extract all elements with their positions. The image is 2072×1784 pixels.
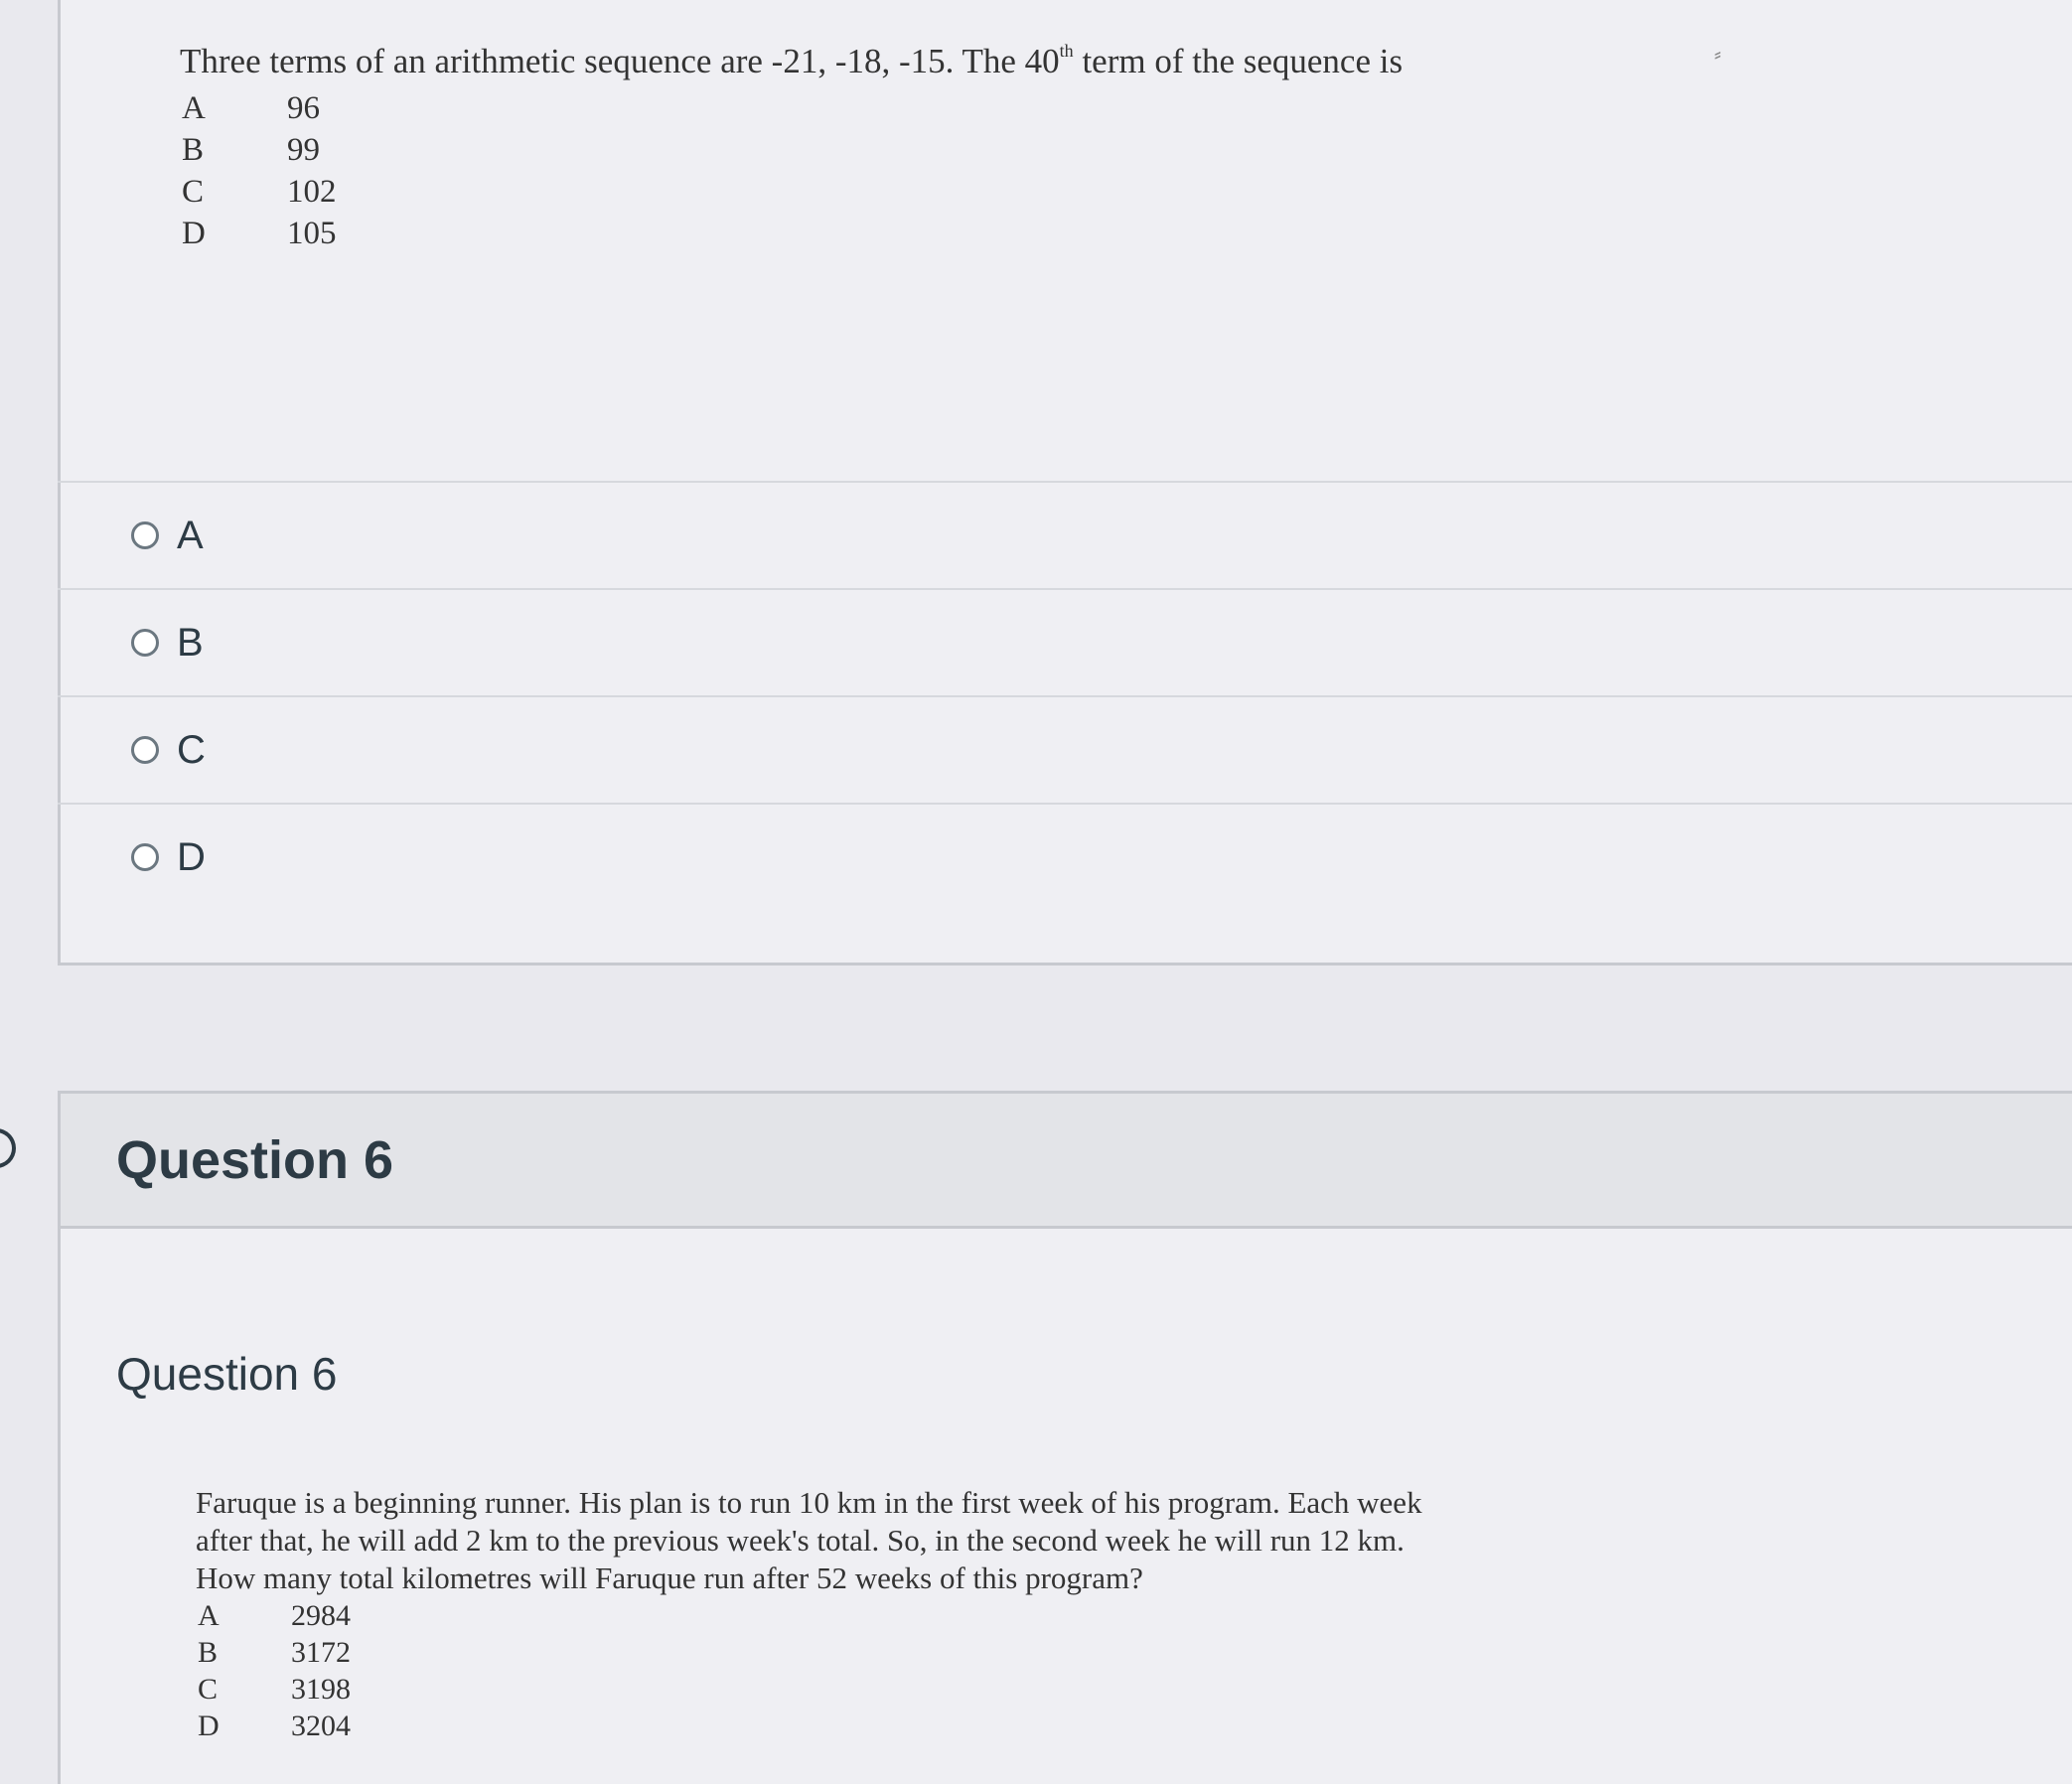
question-5-option-line: [180, 87, 1403, 129]
option-value: 99: [287, 132, 320, 168]
question-6-stem-line: after that, he will add 2 km to the previous week's total. So, in the second week he will run 12 km.: [196, 1523, 1405, 1558]
question-5-stem-text-end: term of the sequence is: [1073, 42, 1404, 80]
question-5-stem: [180, 36, 1403, 87]
answer-label: B: [177, 620, 204, 665]
question-5-stem-superscript: th: [1059, 41, 1074, 61]
option-letter: A: [198, 1599, 220, 1632]
question-5-option-line: [180, 171, 1403, 213]
option-value: 102: [287, 174, 337, 210]
question-5-option-line: [180, 213, 1403, 254]
question-flag-icon[interactable]: [0, 1128, 16, 1168]
question-6-body-title: Question 6: [116, 1348, 338, 1400]
option-letter: A: [182, 90, 206, 126]
question-6-option-line: [196, 1671, 1422, 1708]
question-6-option-line: [196, 1597, 1422, 1634]
question-6-panel: [58, 1091, 2072, 1784]
answer-option-c[interactable]: [58, 695, 2072, 803]
radio-button-icon[interactable]: [131, 629, 159, 657]
question-6-stem-line: How many total kilometres will Faruque run after 52 weeks of this program?: [196, 1561, 1143, 1595]
option-letter: B: [182, 132, 205, 168]
option-value: 2984: [291, 1599, 351, 1632]
answer-choices: [58, 481, 2072, 910]
question-5-stem-text: Three terms of an arithmetic sequence are -21, -18, -15. The 40: [180, 42, 1060, 80]
radio-button-icon[interactable]: [131, 521, 159, 549]
option-value: 3198: [291, 1673, 351, 1706]
option-letter: C: [198, 1673, 219, 1706]
answer-option-d[interactable]: [58, 803, 2072, 910]
question-6-image: [196, 1484, 1422, 1744]
question-5-option-line: [180, 129, 1403, 171]
option-letter: C: [182, 174, 205, 210]
question-6-header-title: Question 6: [116, 1129, 394, 1190]
answer-label: C: [177, 727, 206, 772]
option-letter: D: [198, 1710, 220, 1742]
question-6-option-line: [196, 1634, 1422, 1671]
option-value: 3172: [291, 1636, 351, 1669]
answer-option-a[interactable]: [58, 481, 2072, 588]
question-5-image: [180, 36, 1403, 254]
answer-label: D: [177, 834, 206, 879]
option-value: 96: [287, 90, 320, 126]
question-6-option-line: [196, 1708, 1422, 1744]
radio-button-icon[interactable]: [131, 843, 159, 871]
option-letter: D: [182, 216, 206, 251]
question-6-stem-line: Faruque is a beginning runner. His plan is to run 10 km in the first week of his program. Each week: [196, 1485, 1422, 1520]
stray-mark-icon: ⸗: [1714, 44, 1721, 66]
answer-label: A: [177, 513, 204, 557]
answer-option-b[interactable]: [58, 588, 2072, 695]
option-letter: B: [198, 1636, 219, 1669]
option-value: 105: [287, 216, 337, 251]
question-6-header: [61, 1094, 2072, 1229]
option-value: 3204: [291, 1710, 351, 1742]
radio-button-icon[interactable]: [131, 736, 159, 764]
